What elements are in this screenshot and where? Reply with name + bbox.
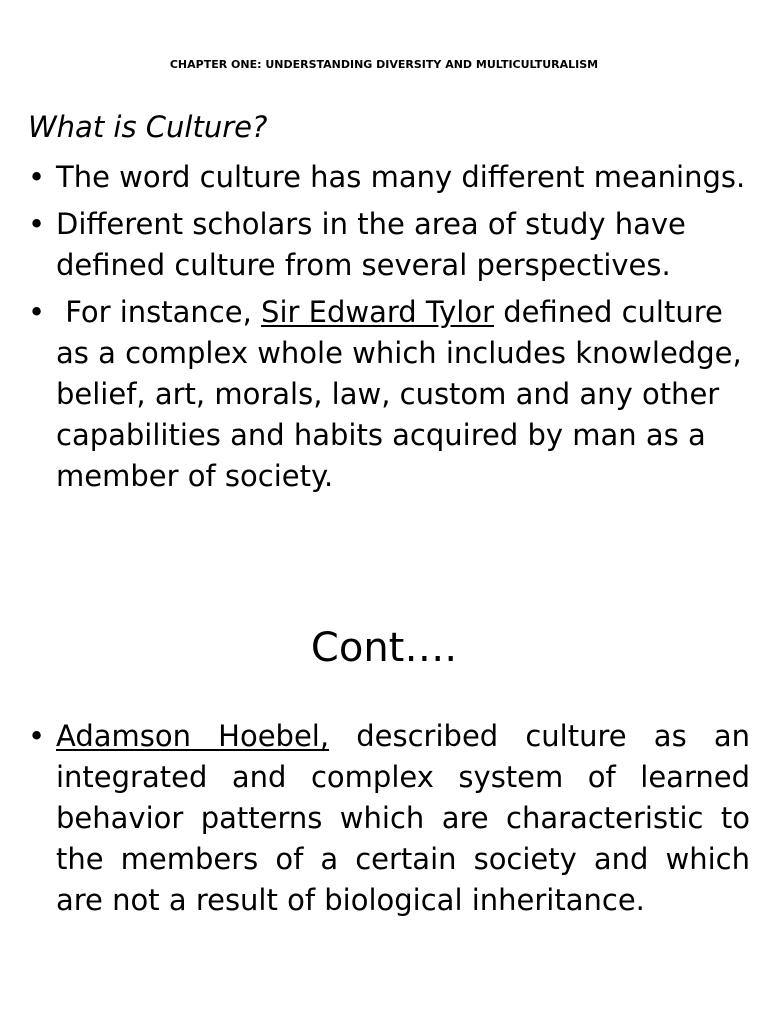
bullet-icon: •: [28, 719, 46, 753]
bullet-text: Different scholars in the area of study have defined culture from several perspectives.: [56, 207, 686, 282]
hoebel-name: Adamson Hoebel,: [56, 719, 330, 753]
hoebel-definition-list: [28, 716, 750, 927]
list-item: [28, 292, 750, 497]
bullet-text-rest: defined culture as a complex whole which includes knowledge, belief, art, morals, law, custom and any other capabilities and habits acquired by man as a member of society.: [56, 295, 742, 493]
section-heading-what-is-culture: What is Culture?: [28, 110, 268, 144]
list-item: [28, 204, 750, 286]
bullet-text-lead: For instance,: [56, 295, 262, 329]
tylor-name: Sir Edward Tylor: [261, 295, 494, 329]
culture-definition-list: [28, 157, 750, 503]
cont-heading: Cont….: [310, 625, 458, 671]
bullet-icon: •: [28, 295, 46, 329]
bullet-icon: •: [28, 160, 46, 194]
list-item: [28, 716, 750, 921]
bullet-text-rest: described culture as an integrated and complex system of learned behavior patterns which are characteristic to the members of a certain society and which are not a result of biological inheritance.: [56, 719, 750, 917]
list-item: [28, 157, 750, 198]
chapter-title: CHAPTER ONE: UNDERSTANDING DIVERSITY AND MULTICULTURALISM: [169, 58, 599, 71]
bullet-text: The word culture has many different meanings.: [56, 160, 746, 194]
bullet-icon: •: [28, 207, 46, 241]
